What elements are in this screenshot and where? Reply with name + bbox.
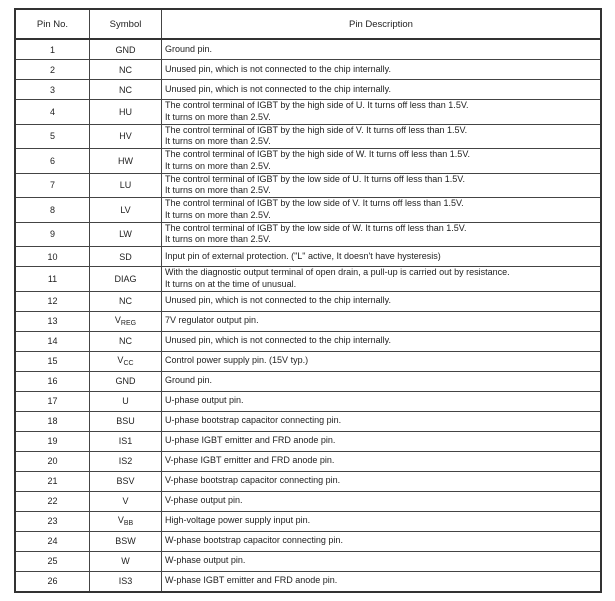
pin-description <box>162 391 602 411</box>
description-line: The control terminal of IGBT by the high side of W. It turns off less than 1.5V. <box>165 149 470 160</box>
pin-description <box>162 247 602 267</box>
symbol-base: V <box>117 355 124 365</box>
description-line: 7V regulator output pin. <box>165 315 259 326</box>
pin-number: 20 <box>15 451 90 471</box>
description-line: It turns on more than 2.5V. <box>165 160 271 171</box>
description-line: It turns on more than 2.5V. <box>165 111 271 122</box>
description-line: V-phase output pin. <box>165 495 243 506</box>
pin-description-table <box>14 8 602 593</box>
description-line: W-phase IGBT emitter and FRD anode pin. <box>165 575 338 586</box>
symbol-subscript: CC <box>123 360 134 367</box>
table-row <box>15 173 601 198</box>
pin-description <box>162 173 602 198</box>
pin-number: 2 <box>15 60 90 80</box>
pin-number: 26 <box>15 571 90 592</box>
table-row <box>15 311 601 331</box>
symbol-base: HU <box>119 106 132 117</box>
description-line: W-phase bootstrap capacitor connecting pin. <box>165 535 343 546</box>
symbol-base: HV <box>119 131 132 142</box>
description-line: Unused pin, which is not connected to the chip internally. <box>165 335 391 346</box>
pin-symbol <box>90 100 162 125</box>
table-row <box>15 267 601 292</box>
table-row <box>15 451 601 471</box>
table-row <box>15 551 601 571</box>
pin-description <box>162 39 602 60</box>
pin-number: 25 <box>15 551 90 571</box>
pin-number: 11 <box>15 267 90 292</box>
pin-description <box>162 60 602 80</box>
pin-symbol <box>90 491 162 511</box>
pin-symbol <box>90 571 162 592</box>
pin-description <box>162 291 602 311</box>
pin-number: 15 <box>15 351 90 371</box>
pin-number: 23 <box>15 511 90 531</box>
table-header-row <box>15 9 601 39</box>
table-row <box>15 411 601 431</box>
table-row <box>15 39 601 60</box>
description-line: Unused pin, which is not connected to the chip internally. <box>165 83 391 94</box>
description-line: U-phase IGBT emitter and FRD anode pin. <box>165 435 336 446</box>
pin-description <box>162 531 602 551</box>
symbol-base: BSV <box>116 476 135 486</box>
header-pin-no: Pin No. <box>15 9 90 39</box>
symbol-base: IS1 <box>118 436 133 446</box>
pin-symbol <box>90 471 162 491</box>
symbol-base: V <box>117 515 124 525</box>
table-row <box>15 247 601 267</box>
pin-symbol <box>90 331 162 351</box>
symbol-base: NC <box>119 64 132 75</box>
table-row <box>15 222 601 247</box>
pin-number: 3 <box>15 80 90 100</box>
pin-description <box>162 80 602 100</box>
description-line: The control terminal of IGBT by the low side of U. It turns off less than 1.5V. <box>165 173 465 184</box>
symbol-base: V <box>114 315 121 325</box>
pin-description <box>162 267 602 292</box>
pin-number: 24 <box>15 531 90 551</box>
description-line: It turns on at the time of unusual. <box>165 278 297 289</box>
pin-number: 6 <box>15 149 90 174</box>
pin-description <box>162 331 602 351</box>
pin-symbol <box>90 39 162 60</box>
pin-number: 18 <box>15 411 90 431</box>
description-line: U-phase bootstrap capacitor connecting pin. <box>165 415 342 426</box>
header-symbol: Symbol <box>90 9 162 39</box>
description-line: Control power supply pin. (15V typ.) <box>165 355 309 366</box>
table-row <box>15 571 601 592</box>
table-row <box>15 371 601 391</box>
description-line: Unused pin, which is not connected to the chip internally. <box>165 63 391 74</box>
description-line: It turns on more than 2.5V. <box>165 185 271 196</box>
pin-description <box>162 451 602 471</box>
table-row <box>15 391 601 411</box>
description-line: The control terminal of IGBT by the low side of W. It turns off less than 1.5V. <box>165 222 467 233</box>
description-line: It turns on more than 2.5V. <box>165 136 271 147</box>
pin-description <box>162 222 602 247</box>
pin-number: 14 <box>15 331 90 351</box>
description-line: U-phase output pin. <box>165 395 244 406</box>
description-line: The control terminal of IGBT by the high side of V. It turns off less than 1.5V. <box>165 124 468 135</box>
pin-symbol <box>90 551 162 571</box>
pin-number: 4 <box>15 100 90 125</box>
description-line: With the diagnostic output terminal of open drain, a pull-up is carried out by resistance. <box>165 267 510 278</box>
pin-description <box>162 351 602 371</box>
description-line: Ground pin. <box>165 43 213 54</box>
description-line: High-voltage power supply input pin. <box>165 515 311 526</box>
pin-symbol <box>90 267 162 292</box>
pin-number: 19 <box>15 431 90 451</box>
pin-number: 16 <box>15 371 90 391</box>
pin-number: 12 <box>15 291 90 311</box>
pin-description <box>162 198 602 223</box>
symbol-base: LV <box>120 204 131 215</box>
description-line: The control terminal of IGBT by the low side of V. It turns off less than 1.5V. <box>165 198 464 209</box>
pin-number: 10 <box>15 247 90 267</box>
pin-number: 7 <box>15 173 90 198</box>
table-row <box>15 531 601 551</box>
pin-number: 9 <box>15 222 90 247</box>
symbol-base: BSU <box>116 416 135 426</box>
symbol-base: U <box>122 396 129 406</box>
pin-description <box>162 411 602 431</box>
symbol-base: LU <box>119 180 132 191</box>
pin-description <box>162 100 602 125</box>
pin-description <box>162 491 602 511</box>
table-row <box>15 100 601 125</box>
symbol-base: V <box>122 496 129 506</box>
description-line: It turns on more than 2.5V. <box>165 234 271 245</box>
pin-description <box>162 571 602 592</box>
description-line: V-phase bootstrap capacitor connecting pin. <box>165 475 341 486</box>
pin-number: 8 <box>15 198 90 223</box>
symbol-base: SD <box>119 251 132 262</box>
pin-symbol <box>90 371 162 391</box>
pin-number: 17 <box>15 391 90 411</box>
pin-description <box>162 124 602 149</box>
table-row <box>15 351 601 371</box>
table-row <box>15 124 601 149</box>
pin-symbol <box>90 451 162 471</box>
pin-symbol <box>90 60 162 80</box>
description-line: It turns on more than 2.5V. <box>165 209 271 220</box>
pin-description <box>162 471 602 491</box>
table-row <box>15 491 601 511</box>
symbol-base: BSW <box>115 536 136 546</box>
symbol-base: IS2 <box>118 456 133 466</box>
pin-number: 13 <box>15 311 90 331</box>
pin-description <box>162 551 602 571</box>
pin-description <box>162 431 602 451</box>
pin-description <box>162 371 602 391</box>
description-line: Ground pin. <box>165 375 213 386</box>
table-row <box>15 80 601 100</box>
table-row <box>15 471 601 491</box>
symbol-base: GND <box>115 376 136 386</box>
table-row <box>15 331 601 351</box>
pin-number: 5 <box>15 124 90 149</box>
pin-symbol <box>90 391 162 411</box>
description-line: V-phase IGBT emitter and FRD anode pin. <box>165 455 335 466</box>
symbol-base: NC <box>119 336 132 346</box>
table-row <box>15 149 601 174</box>
description-line: The control terminal of IGBT by the high side of U. It turns off less than 1.5V. <box>165 100 469 111</box>
symbol-base: LW <box>119 229 132 240</box>
table-row <box>15 60 601 80</box>
pin-number: 22 <box>15 491 90 511</box>
symbol-base: GND <box>115 44 136 55</box>
description-line: Input pin of external protection. ("L" active, It doesn't have hysteresis) <box>165 250 441 261</box>
pin-symbol <box>90 247 162 267</box>
pin-symbol <box>90 531 162 551</box>
pin-description <box>162 149 602 174</box>
pin-symbol <box>90 411 162 431</box>
pin-symbol <box>90 511 162 531</box>
pin-symbol <box>90 291 162 311</box>
pin-number: 1 <box>15 39 90 60</box>
pin-number: 21 <box>15 471 90 491</box>
description-line: W-phase output pin. <box>165 555 246 566</box>
symbol-base: W <box>121 556 130 566</box>
table-row <box>15 511 601 531</box>
pin-symbol <box>90 311 162 331</box>
description-line: Unused pin, which is not connected to the chip internally. <box>165 295 391 306</box>
symbol-base: NC <box>119 296 132 306</box>
symbol-base: NC <box>119 84 132 95</box>
pin-symbol <box>90 149 162 174</box>
symbol-base: IS3 <box>118 576 133 586</box>
pin-description <box>162 511 602 531</box>
pin-symbol <box>90 124 162 149</box>
symbol-base: HW <box>118 155 133 166</box>
table-row <box>15 431 601 451</box>
pin-symbol <box>90 80 162 100</box>
symbol-base: DIAG <box>114 273 137 284</box>
pin-symbol <box>90 173 162 198</box>
table-row <box>15 198 601 223</box>
pin-symbol <box>90 431 162 451</box>
symbol-subscript: BB <box>123 520 134 527</box>
pin-symbol <box>90 198 162 223</box>
header-pin-description: Pin Description <box>162 9 602 39</box>
pin-symbol <box>90 222 162 247</box>
table-row <box>15 291 601 311</box>
symbol-subscript: REG <box>120 320 137 327</box>
pin-description <box>162 311 602 331</box>
pin-symbol <box>90 351 162 371</box>
